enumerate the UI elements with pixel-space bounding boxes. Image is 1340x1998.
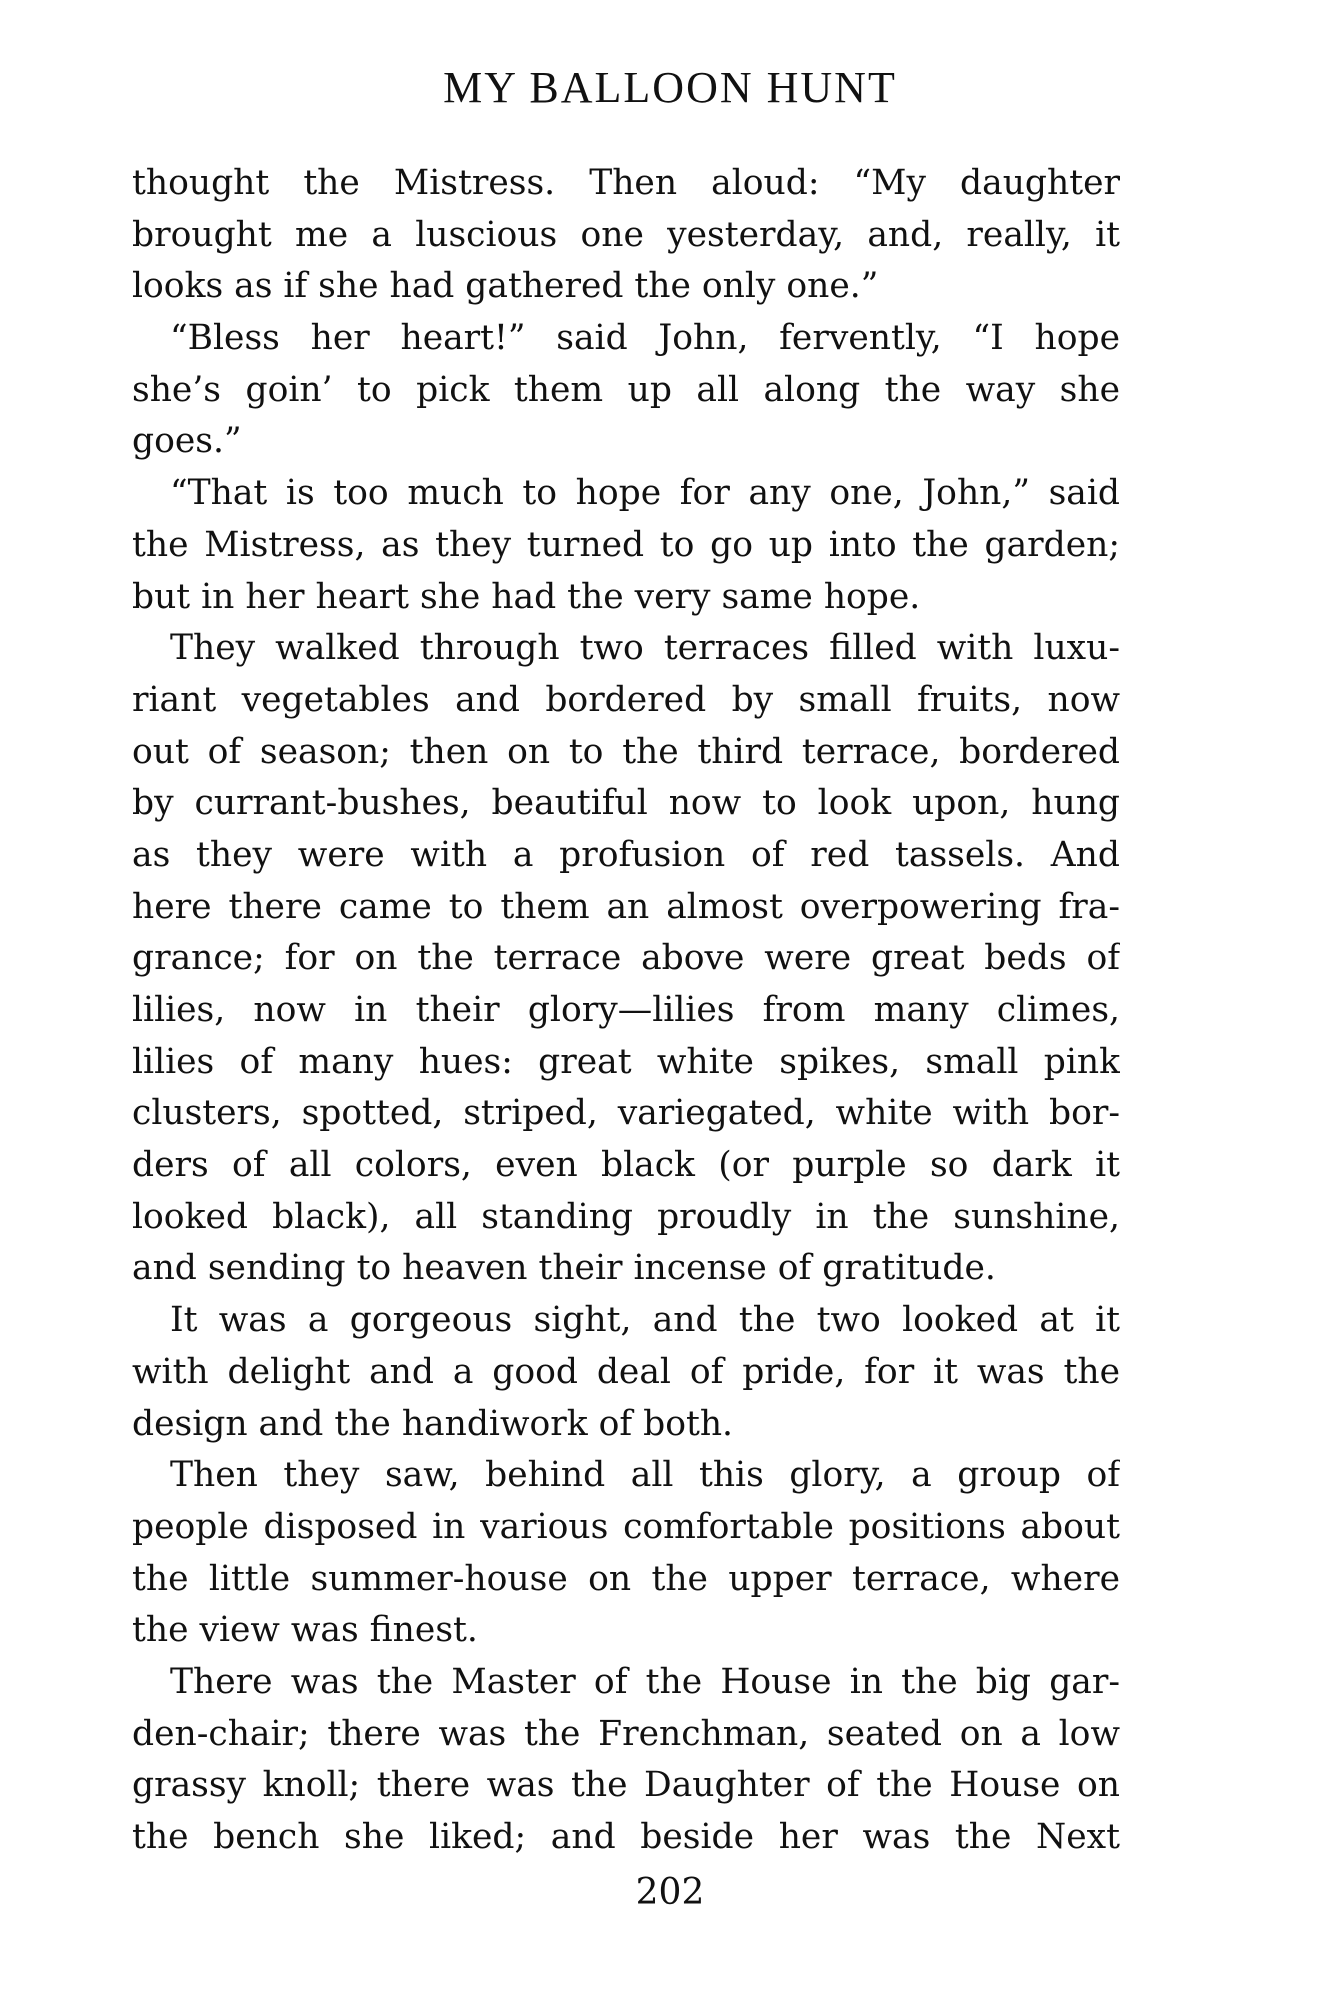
text-line: she’s goin’ to pick them up all along the way she bbox=[132, 369, 1120, 410]
text-line: riant vegetables and bordered by small fruits, now bbox=[132, 679, 1120, 720]
text-line: There was the Master of the House in the big gar- bbox=[170, 1661, 1120, 1702]
text-line: and sending to heaven their incense of gratitude. bbox=[132, 1248, 996, 1289]
text-line: grance; for on the terrace above were great beds of bbox=[132, 938, 1120, 979]
text-line: the little summer-house on the upper terrace, where bbox=[132, 1558, 1120, 1599]
paragraph bbox=[132, 1657, 1120, 1864]
text-line: the bench she liked; and beside her was the Next bbox=[132, 1817, 1120, 1857]
text-line: with delight and a good deal of pride, for it was the bbox=[132, 1351, 1120, 1392]
text-line: by currant-bushes, beautiful now to look upon, hung bbox=[132, 783, 1120, 824]
text-line: lilies of many hues: great white spikes, small pink bbox=[132, 1041, 1120, 1082]
running-head: MY BALLOON HUNT bbox=[443, 63, 897, 112]
text-line: thought the Mistress. Then aloud: “My daughter bbox=[132, 163, 1120, 203]
page-number: 202 bbox=[635, 1872, 705, 1913]
text-line: grassy knoll; there was the Daughter of the House on bbox=[132, 1765, 1120, 1806]
paragraph bbox=[132, 623, 1120, 1295]
paragraph bbox=[132, 1450, 1120, 1657]
text-line: as they were with a profusion of red tassels. And bbox=[132, 834, 1120, 875]
text-line: “That is too much to hope for any one, John,” said bbox=[170, 473, 1120, 514]
body-text bbox=[132, 158, 1120, 1864]
text-line: It was a gorgeous sight, and the two looked at it bbox=[170, 1300, 1120, 1341]
text-line: “Bless her heart!” said John, fervently, “I hope bbox=[170, 318, 1120, 359]
paragraph bbox=[132, 313, 1120, 468]
text-line: They walked through two terraces filled with luxu- bbox=[170, 628, 1120, 669]
paragraph bbox=[132, 468, 1120, 623]
text-line: lilies, now in their glory—lilies from many climes, bbox=[132, 990, 1120, 1030]
text-line: the Mistress, as they turned to go up into the garden; bbox=[132, 524, 1120, 565]
text-line: looks as if she had gathered the only one.” bbox=[132, 266, 879, 307]
text-line: goes.” bbox=[132, 421, 242, 462]
text-line: the view was finest. bbox=[132, 1610, 478, 1651]
text-line: but in her heart she had the very same hope. bbox=[132, 576, 921, 617]
text-line: looked black), all standing proudly in the sunshine, bbox=[132, 1196, 1120, 1237]
text-line: out of season; then on to the third terrace, bordered bbox=[132, 731, 1120, 772]
text-line: here there came to them an almost overpowering fra- bbox=[132, 886, 1120, 927]
paragraph bbox=[132, 1295, 1120, 1450]
text-line: ders of all colors, even black (or purple so dark it bbox=[132, 1145, 1120, 1186]
text-line: brought me a luscious one yesterday, and, really, it bbox=[132, 214, 1120, 255]
text-line: people disposed in various comfortable positions about bbox=[132, 1506, 1120, 1547]
text-line: clusters, spotted, striped, variegated, white with bor- bbox=[132, 1093, 1120, 1134]
text-line: design and the handiwork of both. bbox=[132, 1403, 734, 1444]
text-line: den-chair; there was the Frenchman, seated on a low bbox=[132, 1713, 1120, 1754]
paragraph bbox=[132, 158, 1120, 313]
text-line: Then they saw, behind all this glory, a group of bbox=[170, 1455, 1120, 1496]
